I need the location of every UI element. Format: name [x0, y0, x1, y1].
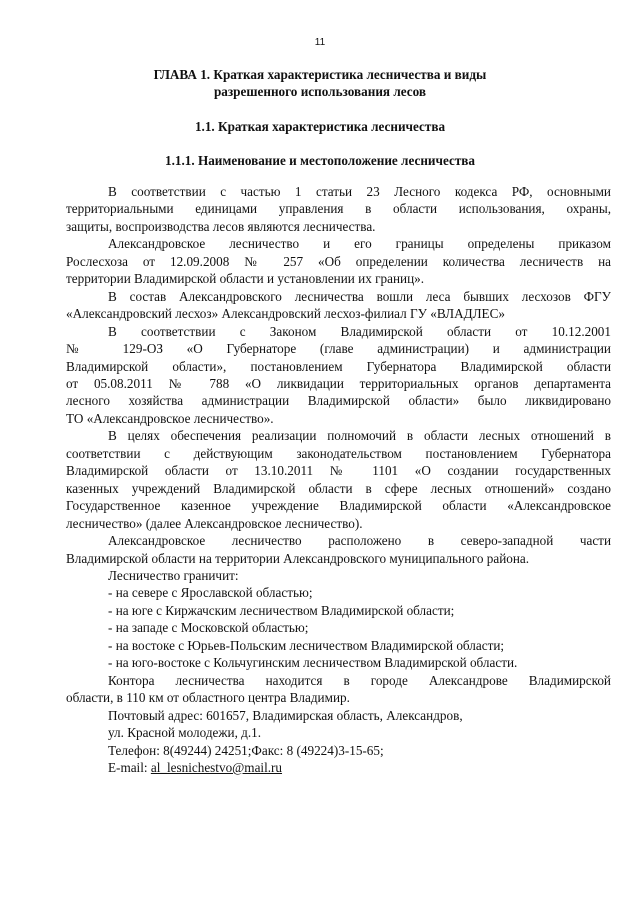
text-line: Контора лесничества находится в городе Александрове Владимирской	[108, 672, 611, 688]
chapter-title	[0, 66, 640, 100]
text-line: лесничество» (далее Александровское лесничество).	[66, 515, 363, 531]
list-item: - на юго-востоке с Кольчугинским лесничеством Владимирской области.	[108, 655, 518, 671]
list-item: - на юге с Киржачским лесничеством Владимирской области;	[108, 602, 455, 618]
text-line: Александровское лесничество расположено в северо-западной части	[108, 533, 611, 549]
text-line: Владимирской области от 13.10.2011 № 1101 «О создании государственных	[66, 463, 611, 479]
text-line: соответствии с действующим законодательством постановлением Губернатора	[66, 445, 611, 461]
chapter-title-line: ГЛАВА 1. Краткая характеристика лесничества и виды	[153, 67, 487, 82]
text-line: территориальными единицами управления в области использования, охраны,	[66, 201, 611, 217]
text-line: Владимирской области», постановлением Губернатора Владимирской области	[66, 358, 611, 374]
list-item: - на севере с Ярославской областью;	[108, 585, 313, 601]
text-line: Александровское лесничество и его границы определены приказом	[108, 236, 611, 252]
text-line: В соответствии с Законом Владимирской области от 10.12.2001	[108, 323, 611, 339]
phone-fax: Телефон: 8(49244) 24251;Факс: 8 (49224)3-15-65;	[108, 742, 384, 758]
text-line: № 129-ОЗ «О Губернаторе (главе администрации) и администрации	[66, 341, 611, 357]
text-line: ТО «Александровское лесничество».	[66, 410, 274, 426]
text-line: Владимирской области на территории Александровского муниципального района.	[66, 550, 530, 566]
text-line: лесного хозяйства администрации Владимирской области» было ликвидировано	[66, 393, 611, 409]
postal-address: Почтовый адрес: 601657, Владимирская область, Александров,	[108, 707, 463, 723]
text-line: казенных учреждений Владимирской области в сфере лесных отношений» создано	[66, 480, 611, 496]
text-line: В целях обеспечения реализации полномочий в области лесных отношений в	[108, 428, 611, 444]
document-body	[66, 183, 611, 776]
email-line	[66, 759, 611, 776]
subsection-title: 1.1.1. Наименование и местоположение лесничества	[164, 153, 476, 168]
text-line: территории Владимирской области и установлении их границ».	[66, 271, 425, 287]
section-title: 1.1. Краткая характеристика лесничества	[194, 119, 446, 134]
text-line: от 05.08.2011 № 788 «О ликвидации территориальных органов департамента	[66, 375, 611, 391]
chapter-title-line: разрешенного использования лесов	[213, 84, 427, 99]
text-line: В состав Александровского лесничества вошли леса бывших лесхозов ФГУ	[108, 288, 611, 304]
list-item: - на востоке с Юрьев-Польским лесничеством Владимирской области;	[108, 637, 505, 653]
text-line: «Александровский лесхоз» Александровский лесхоз-филиал ГУ «ВЛАДЛЕС»	[66, 306, 505, 322]
text-line: Рослесхоза от 12.09.2008 № 257 «Об определении количества лесничеств на	[66, 253, 611, 269]
text-line: В соответствии с частью 1 статьи 23 Лесного кодекса РФ, основными	[108, 184, 611, 199]
text-line: Лесничество граничит:	[108, 567, 239, 583]
postal-address-street: ул. Красной молодежи, д.1.	[108, 725, 262, 741]
page-number: 11	[314, 37, 326, 48]
text-line: Государственное казенное учреждение Владимирской области «Александровское	[66, 498, 611, 514]
email-link[interactable]: al_lesnichestvo@mail.ru	[150, 759, 283, 775]
text-line: защиты, воспроизводства лесов являются лесничества.	[66, 218, 376, 234]
list-item: - на западе с Московской областью;	[108, 620, 309, 636]
text-line: области, в 110 км от областного центра Владимир.	[66, 690, 350, 706]
email-label: E-mail:	[108, 759, 151, 775]
